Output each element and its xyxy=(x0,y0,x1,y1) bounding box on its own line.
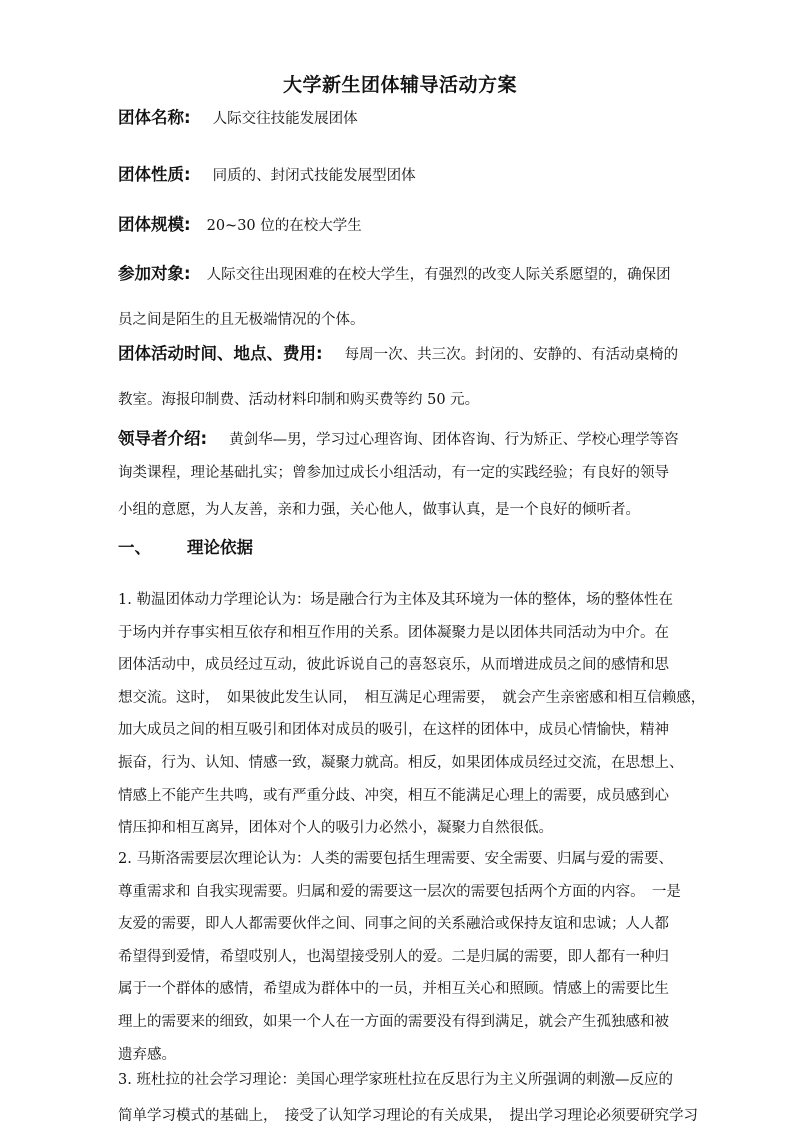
field-label-time-place-cost: 团体活动时间、地点、费用: xyxy=(118,344,323,363)
field-label-group-name: 团体名称: xyxy=(118,108,191,127)
field-label-participants: 参加对象: xyxy=(118,264,191,283)
paragraph-line: 情压抑和相互离异，团体对个人的吸引力必然小，凝聚力自然很低。 xyxy=(118,820,553,837)
field-group-name xyxy=(118,108,738,129)
section-number: 一、 xyxy=(118,538,151,557)
field-value-group-scale: 20~30 位的在校大学生 xyxy=(206,218,362,234)
field-group-nature xyxy=(118,165,738,186)
paragraph-line: 1. 勒温团体动力学理论认为：场是融合行为主体及其环境为一体的整体，场的整体性在 xyxy=(118,592,673,608)
document-title: 大学新生团体辅导活动方案 xyxy=(282,74,517,96)
paragraph-bandura-line2: 简单学习模式的基础上， 接受了认知学习理论的有关成果， 提出学习理论必须要研究学习 xyxy=(118,1108,698,1124)
field-value-leader-line1: 黄剑华—男，学习过心理咨询、团体咨询、行为矫正、学校心理学等咨 xyxy=(229,432,679,448)
paragraph-bandura-line1: 3. 班杜拉的社会学习理论：美国心理学家班杜拉在反思行为主义所强调的刺激—反应的 xyxy=(118,1072,673,1088)
field-label-group-nature: 团体性质: xyxy=(118,165,191,184)
paragraph-line: 情感上不能产生共鸣，或有严重分歧、冲突，相互不能满足心理上的需要，成员感到心 xyxy=(118,787,669,804)
field-leader xyxy=(118,429,738,450)
field-value-participants-line1: 人际交往出现困难的在校大学生，有强烈的改变人际关系愿望的，确保团 xyxy=(206,267,671,283)
field-value-time-place-cost-line2: 教室。海报印制费、活动材料印制和购买费等约 50 元。 xyxy=(118,392,480,408)
paragraph-line: 想交流。这时， 如果彼此发生认同， 相互满足心理需要， 就会产生亲密感和相互信赖感， xyxy=(118,689,706,706)
field-value-group-nature: 同质的、封闭式技能发展型团体 xyxy=(212,168,416,184)
field-value-leader-line2: 询类课程，理论基础扎实；曾参加过成长小组活动，有一定的实践经验；有良好的领导 xyxy=(118,465,669,481)
paragraph-line: 团体活动中，成员经过互动，彼此诉说自己的喜怒哀乐，从而增进成员之间的感情和思 xyxy=(118,657,669,674)
field-participants xyxy=(118,264,738,285)
field-time-place-cost xyxy=(118,344,738,365)
paragraph-line: 振奋，行为、认知、情感一致，凝聚力就高。相反，如果团体成员经过交流，在思想上、 xyxy=(118,754,684,771)
paragraph-line: 加大成员之间的相互吸引和团体对成员的吸引，在这样的团体中，成员心情愉快，精神 xyxy=(118,722,669,739)
section-title: 理论依据 xyxy=(187,538,253,557)
paragraph-line: 遗弃感。 xyxy=(118,1046,176,1063)
field-label-leader: 领导者介绍: xyxy=(118,429,208,448)
field-value-leader-line3: 小组的意愿，为人友善，亲和力强，关心他人，做事认真，是一个良好的倾听者。 xyxy=(118,502,640,518)
paragraph-line: 于场内并存事实相互依存和相互作用的关系。团体凝聚力是以团体共同活动为中介。在 xyxy=(118,624,669,641)
paragraph-line: 理上的需要来的细致，如果一个人在一方面的需要没有得到满足，就会产生孤独感和被 xyxy=(118,1013,669,1030)
paragraph-maslow xyxy=(118,843,738,1071)
field-label-group-scale: 团体规模: xyxy=(118,215,191,234)
section-heading-theory xyxy=(118,538,738,558)
paragraph-line: 2. 马斯洛需要层次理论认为：人类的需要包括生理需要、安全需要、归属与爱的需要、 xyxy=(118,851,673,867)
field-value-time-place-cost-line1: 每周一次、共三次。封闭的、安静的、有活动桌椅的 xyxy=(344,347,679,363)
paragraph-line: 尊重需求和 自我实现需要。归属和爱的需要这一层次的需要包括两个方面的内容。 一是 xyxy=(118,883,681,900)
paragraph-line: 希望得到爱情，希望哎别人，也渴望接受别人的爱。二是归属的需要，即人都有一种归 xyxy=(118,948,669,965)
field-value-group-name: 人际交往技能发展团体 xyxy=(212,111,358,127)
paragraph-line: 友爱的需要，即人人都需要伙伴之间、同事之间的关系融洽或保持友谊和忠诚；人人都 xyxy=(118,916,669,933)
paragraph-line: 属于一个群体的感情，希望成为群体中的一员，并相互关心和照顾。情感上的需要比生 xyxy=(118,981,669,998)
field-group-scale xyxy=(118,215,738,236)
field-value-participants-line2: 员之间是陌生的且无极端情况的个体。 xyxy=(118,312,365,328)
paragraph-lewin xyxy=(118,584,738,845)
